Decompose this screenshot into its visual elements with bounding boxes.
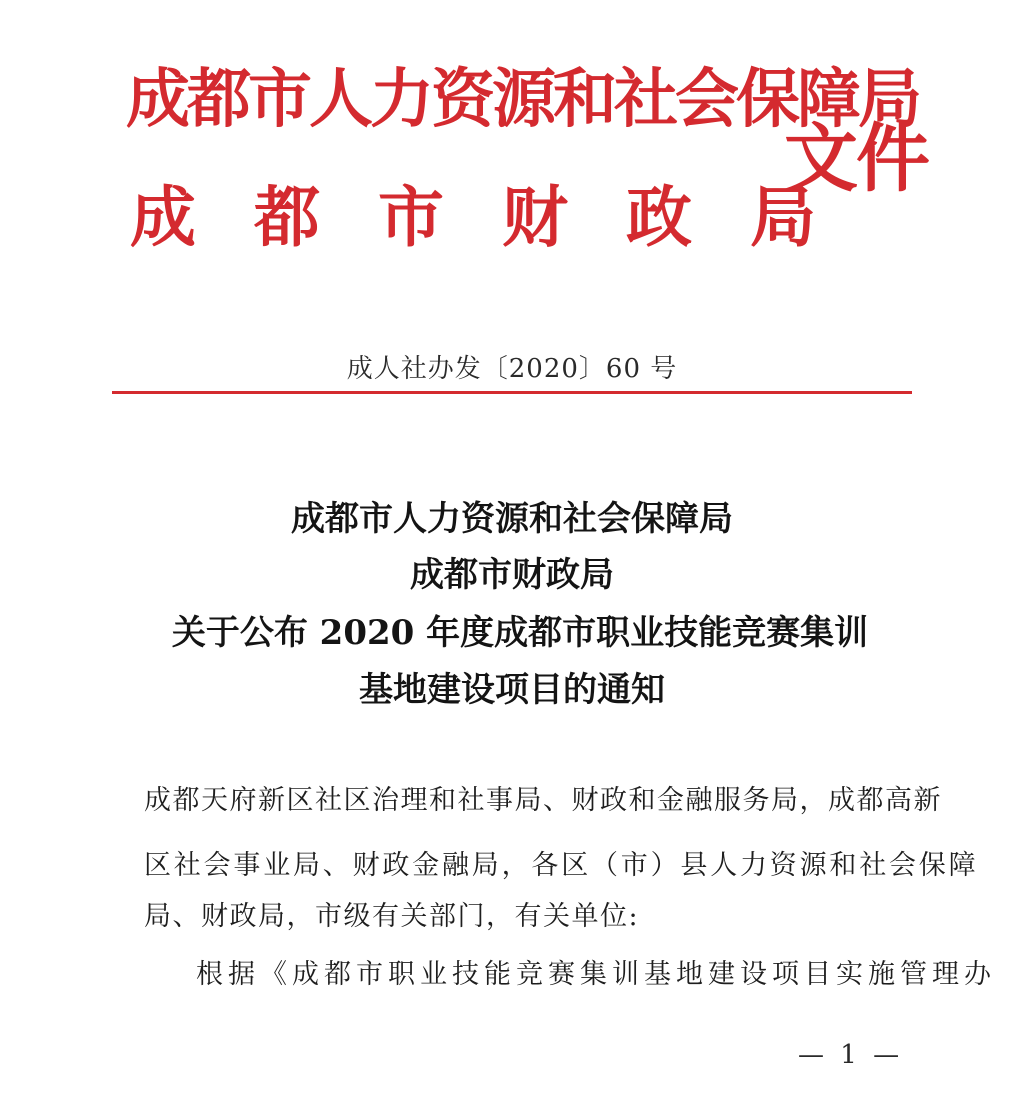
- recipients-line-3: 局、财政局，市级有关部门，有关单位:: [144, 901, 640, 932]
- page-number: — 1 —: [798, 1040, 904, 1070]
- issuer-name-hrss: 成都市人力资源和社会保障局: [126, 62, 919, 137]
- notice-title-line-1: 成都市人力资源和社会保障局: [291, 499, 733, 539]
- document-type-label: 文件: [784, 116, 928, 202]
- body-paragraph-start: 根据《成都市职业技能竞赛集训基地建设项目实施管理办: [196, 959, 996, 990]
- notice-title-line-3: 关于公布 2020 年度成都市职业技能竞赛集训: [171, 613, 869, 653]
- red-divider-line: [112, 391, 912, 394]
- document-number: 成人社办发〔2020〕60 号: [346, 354, 678, 384]
- notice-title-line-2: 成都市财政局: [410, 555, 614, 595]
- recipients-line-1: 成都天府新区社区治理和社事局、财政和金融服务局，成都高新: [144, 785, 942, 816]
- recipients-line-2: 区社会事业局、财政金融局，各区（市）县人力资源和社会保障: [144, 850, 979, 881]
- notice-title-line-4: 基地建设项目的通知: [359, 670, 665, 710]
- issuer-name-finance: 成都市财政局: [130, 178, 874, 256]
